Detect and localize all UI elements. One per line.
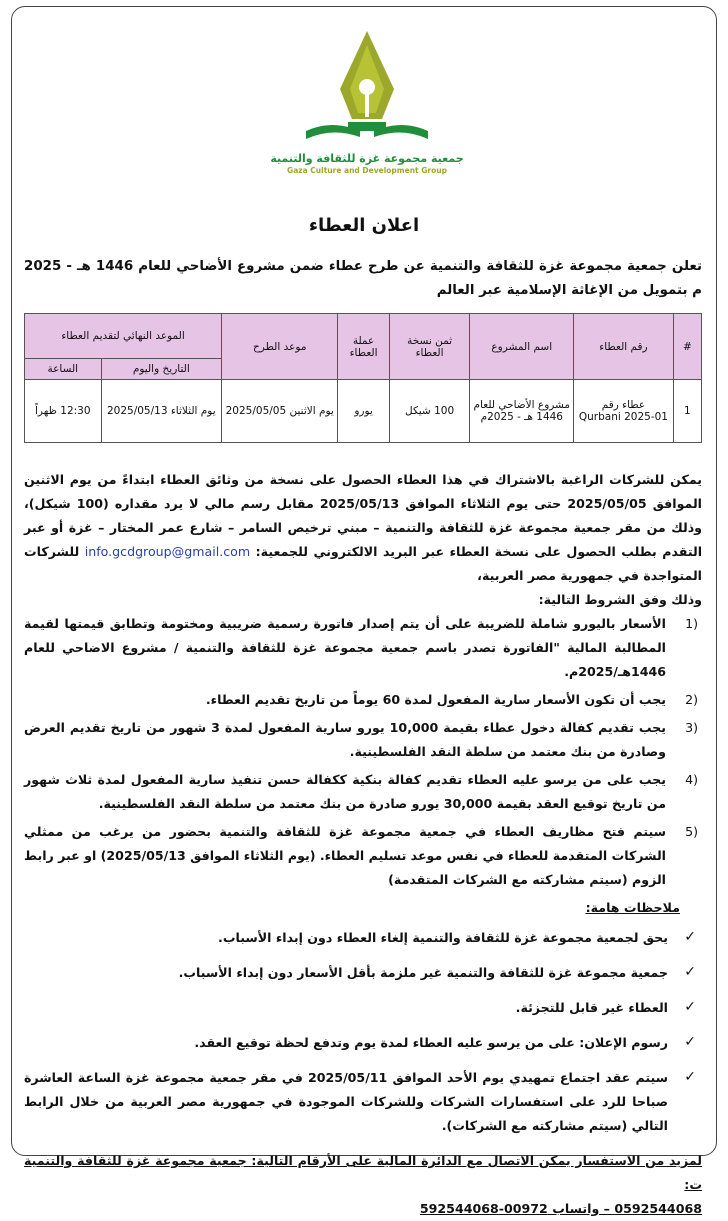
announcement-page: [11, 6, 717, 1216]
col-header-time: الساعة: [25, 359, 102, 380]
logo-english-name: Gaza Culture and Development Group: [287, 166, 447, 175]
contact-phones: 0592544068 – واتساب 00972-592544068: [419, 1201, 702, 1216]
check-icon: ✓: [684, 964, 696, 980]
check-icon: ✓: [684, 1034, 696, 1050]
col-header-price: ثمن نسخة العطاء: [389, 314, 470, 380]
list-item: [24, 926, 702, 950]
item-text: يجب تقديم كفالة دخول عطاء بقيمة 10,000 يورو سارية المفعول لمدة 3 شهور من تاريخ تقديم العرض وصادرة من بنك معتمد من سلطة النقد الفلسطينية.: [24, 720, 666, 759]
col-header-currency: عملة العطاء: [338, 314, 389, 380]
announcement-body: [24, 468, 702, 1221]
list-item: [24, 961, 702, 985]
notes-list: [24, 926, 702, 1138]
check-icon: ✓: [684, 1069, 696, 1085]
list-item: [24, 716, 702, 764]
check-icon: ✓: [684, 999, 696, 1015]
intro-text: تعلن جمعية مجموعة غزة للثقافة والتنمية عن طرح عطاء ضمن مشروع الأضاحي للعام 1446 هـ - 2025 م بتمويل من الإغاثة الإسلامية عبر العالم: [24, 259, 703, 298]
cell-tender-no-line1: عطاء رقم: [601, 399, 646, 411]
access-paragraph: [24, 468, 702, 588]
conditions-intro: وذلك وفق الشروط التالية:: [538, 592, 702, 607]
list-item: [24, 1031, 702, 1055]
col-header-date-day: التاريخ واليوم: [101, 359, 222, 380]
note-text: رسوم الإعلان: على من يرسو عليه العطاء لمدة يوم وتدفع لحظة توقيع العقد.: [194, 1035, 668, 1050]
cell-deadline-time: 12:30 ظهراً: [25, 380, 102, 443]
logo-arabic-name: جمعية مجموعة غزة للثقافة والتنمية: [270, 152, 464, 165]
list-item: [24, 996, 702, 1020]
page-title: اعلان العطاء: [308, 215, 420, 236]
item-number: 5): [685, 824, 698, 839]
col-header-project: اسم المشروع: [470, 314, 574, 380]
col-header-num: #: [673, 314, 701, 380]
table-row: [25, 380, 702, 443]
col-header-tender-no: رقم العطاء: [574, 314, 674, 380]
contact-line: لمزيد من الاستفسار يمكن الاتصال مع الدائرة المالية على الأرقام التالية: جمعية مجموعة غزة للثقافة والتنمية ت:: [24, 1153, 702, 1192]
conditions-list: [24, 612, 702, 892]
item-text: سيتم فتح مظاريف العطاء في جمعية مجموعة غزة للثقافة والتنمية بحضور من يرغب من ممثلي الشركات المتقدمة للعطاء في نفس موعد تسليم العطاء. (يوم الثلاثاء الموافق 2025/05/13) او عبر رابط الزوم (سيتم مشاركته مع الشركات المتقدمة): [24, 824, 666, 887]
cell-num: 1: [673, 380, 701, 443]
item-number: 3): [685, 720, 698, 735]
cell-currency: يورو: [338, 380, 389, 443]
col-header-offer-date: موعد الطرح: [222, 314, 338, 380]
item-number: 2): [685, 692, 698, 707]
cell-price: 100 شيكل: [389, 380, 470, 443]
list-item: [24, 1066, 702, 1138]
item-number: 1): [685, 616, 698, 631]
check-icon: ✓: [684, 929, 696, 945]
item-number: 4): [685, 772, 698, 787]
item-text: يجب أن تكون الأسعار سارية المفعول لمدة 60 يوماً من تاريخ تقديم العطاء.: [205, 692, 666, 707]
tender-table: [24, 313, 702, 443]
organization-logo: [262, 27, 472, 202]
list-item: [24, 688, 702, 712]
note-text: يحق لجمعية مجموعة غزة للثقافة والتنمية إلغاء العطاء دون إبداء الأسباب.: [218, 930, 668, 945]
item-text: يجب على من يرسو عليه العطاء تقديم كفالة بنكية ككفالة حسن تنفيذ سارية المفعول لمدة ثلاث شهور من تاريخ توقيع العقد بقيمة 30,000 يورو صادرة من بنك معتمد من سلطة النقد الفلسطينية.: [24, 772, 666, 811]
cell-tender-no: [574, 380, 674, 443]
notes-title: ملاحظات هامة:: [585, 900, 680, 915]
note-text: جمعية مجموعة غزة للثقافة والتنمية غير ملزمة بأقل الأسعار دون إبداء الأسباب.: [178, 965, 668, 980]
access-text-end: للشركات المتواجدة في جمهورية مصر العربية،: [24, 544, 702, 583]
cell-tender-no-line2: Qurbani 2025-01: [578, 411, 668, 423]
list-item: [24, 820, 702, 892]
access-text: يمكن للشركات الراغبة بالاشتراك في هذا العطاء الحصول على نسخة من وثائق العطاء ابتداءً من يوم الاثنين الموافق 2025/05/05 حتى يوم الثلاثاء الموافق 2025/05/13 مقابل رسم مالي لا يرد مقداره (100 شيكل)، وذلك من مقر جمعية مجموعة غزة للثقافة والتنمية – مبني ترخيص السامر – شارع عمر المختار – غزة أو عبر التقدم بطلب الحصول على نسخة العطاء عبر البريد الالكتروني للجمعية:: [24, 472, 703, 559]
note-text: العطاء غير قابل للتجزئة.: [515, 1000, 668, 1015]
pen-nib-logo-icon: [302, 27, 432, 152]
list-item: [24, 768, 702, 816]
list-item: [24, 612, 702, 684]
note-text: سيتم عقد اجتماع تمهيدي يوم الأحد الموافق 2025/05/11 في مقر جمعية مجموعة غزة الساعة العاشرة صباحا للرد على استفسارات الشركات وللشركات الموجودة في جمهورية مصر العربية من خلال الرابط التالي (سيتم مشاركته مع الشركات).: [24, 1070, 668, 1133]
cell-offer-date: يوم الاثنين 2025/05/05: [222, 380, 338, 443]
email-link[interactable]: info.gcdgroup@gmail.com: [84, 544, 251, 559]
col-header-deadline: الموعد النهائي لتقديم العطاء: [25, 314, 222, 359]
contact-footer: [24, 1149, 702, 1221]
item-text: الأسعار باليورو شاملة للضريبة على أن يتم إصدار فاتورة رسمية ضريبية ومختومة وتطابق قيمتها لقيمة المطالبة المالية "الفاتورة تصدر باسم جمعية مجموعة غزة للثقافة والتنمية / مشروع الاضاحي للعام 1446هـ/2025م.: [24, 616, 666, 679]
cell-project: مشروع الأضاحي للعام 1446 هـ - 2025م: [470, 380, 574, 443]
cell-deadline-date: يوم الثلاثاء 2025/05/13: [101, 380, 222, 443]
